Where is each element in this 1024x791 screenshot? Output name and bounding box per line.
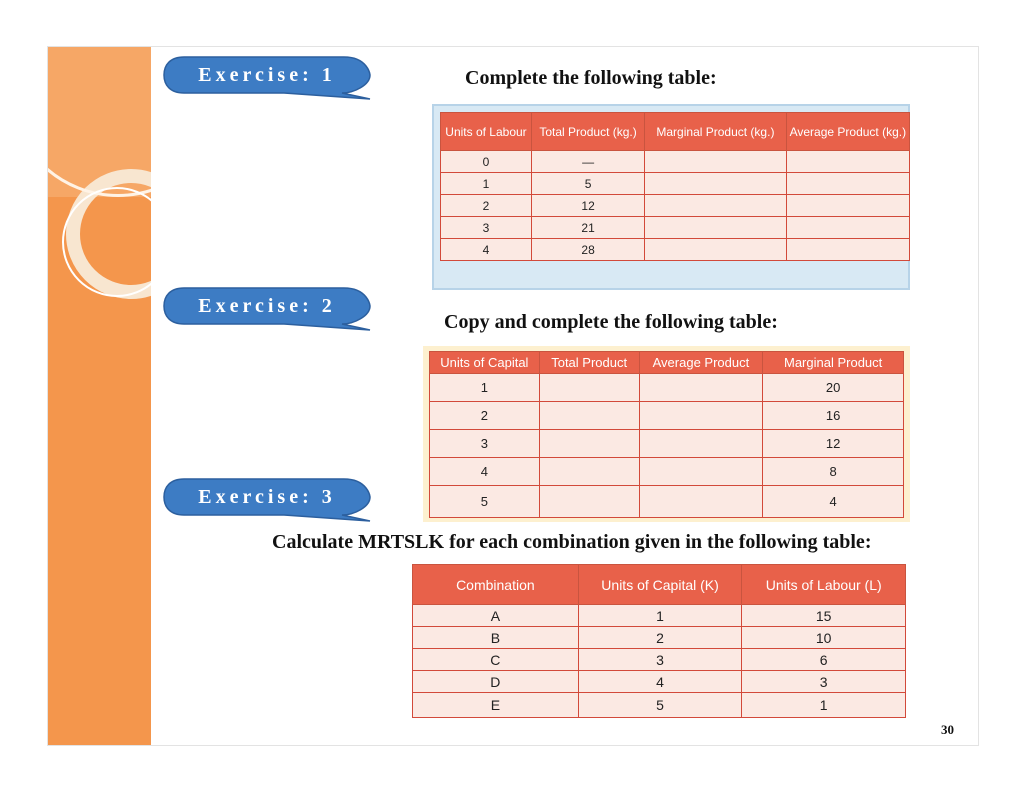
table-cell — [539, 402, 639, 430]
sidebar-decoration — [48, 47, 151, 746]
table-cell: 3 — [441, 217, 532, 239]
exercise-1-table-frame — [432, 104, 910, 290]
table-cell — [639, 486, 763, 518]
table-cell — [639, 374, 763, 402]
table-header: Total Product — [539, 352, 639, 374]
exercise-3-table — [412, 564, 906, 718]
table-cell: 12 — [531, 195, 644, 217]
table-cell: 1 — [441, 173, 532, 195]
table-cell: C — [413, 649, 579, 671]
table-cell: 10 — [742, 627, 906, 649]
exercise-2-table-frame — [423, 346, 910, 522]
table-row — [413, 671, 906, 693]
table-row — [413, 605, 906, 627]
table-cell — [639, 458, 763, 486]
table-row — [430, 402, 904, 430]
table-header: Total Product (kg.) — [531, 113, 644, 151]
table-cell: 28 — [531, 239, 644, 261]
table-cell — [539, 374, 639, 402]
table-cell: 1 — [742, 693, 906, 718]
slide — [47, 46, 979, 746]
table-header: Units of Capital (K) — [578, 565, 742, 605]
table-header: Marginal Product (kg.) — [645, 113, 787, 151]
table-cell — [639, 402, 763, 430]
table-row — [413, 693, 906, 718]
table-cell: 0 — [441, 151, 532, 173]
table-cell: E — [413, 693, 579, 718]
table-cell: 8 — [763, 458, 904, 486]
table-row — [430, 458, 904, 486]
exercise-1-heading: Complete the following table: — [465, 67, 717, 89]
exercise-2-label-text: Exercise: 2 — [198, 295, 336, 317]
table-cell — [645, 195, 787, 217]
table-cell: 3 — [578, 649, 742, 671]
table-row — [441, 173, 910, 195]
table-cell: — — [531, 151, 644, 173]
exercise-3-heading: Calculate MRTSLK for each combination given in the following table: — [272, 531, 872, 553]
table-cell — [786, 173, 909, 195]
table-row — [430, 374, 904, 402]
table-cell: 4 — [441, 239, 532, 261]
table-cell — [639, 430, 763, 458]
table-cell — [645, 151, 787, 173]
table-cell: 5 — [531, 173, 644, 195]
table-cell — [539, 430, 639, 458]
table-cell: 12 — [763, 430, 904, 458]
table-row — [441, 217, 910, 239]
table-cell: 16 — [763, 402, 904, 430]
table-cell — [786, 239, 909, 261]
exercise-2-label — [164, 286, 414, 326]
table-row — [413, 649, 906, 671]
table-cell: 4 — [578, 671, 742, 693]
exercise-1-label — [164, 55, 414, 95]
table-row — [430, 430, 904, 458]
table-cell: D — [413, 671, 579, 693]
table-header: Units of Capital — [430, 352, 540, 374]
exercise-3-label-text: Exercise: 3 — [198, 486, 336, 508]
table-row — [441, 195, 910, 217]
table-cell: 2 — [441, 195, 532, 217]
table-row — [441, 151, 910, 173]
table-cell: 1 — [430, 374, 540, 402]
table-cell: A — [413, 605, 579, 627]
table-cell: 2 — [578, 627, 742, 649]
ring-decoration — [48, 47, 151, 197]
table-cell: 4 — [430, 458, 540, 486]
table-header: Average Product — [639, 352, 763, 374]
table-header: Marginal Product — [763, 352, 904, 374]
table-cell — [645, 217, 787, 239]
table-header: Average Product (kg.) — [786, 113, 909, 151]
exercise-2-table — [429, 351, 904, 518]
table-cell: 15 — [742, 605, 906, 627]
table-cell: 3 — [742, 671, 906, 693]
table-header: Combination — [413, 565, 579, 605]
table-cell — [539, 486, 639, 518]
table-cell — [786, 195, 909, 217]
table-cell: 21 — [531, 217, 644, 239]
table-row — [430, 486, 904, 518]
exercise-3-label — [164, 477, 414, 517]
table-cell: 5 — [578, 693, 742, 718]
exercise-1-table — [440, 112, 910, 261]
table-cell: 6 — [742, 649, 906, 671]
table-cell: 20 — [763, 374, 904, 402]
table-cell: 1 — [578, 605, 742, 627]
table-cell: 4 — [763, 486, 904, 518]
table-cell: B — [413, 627, 579, 649]
table-header: Units of Labour — [441, 113, 532, 151]
table-row — [413, 627, 906, 649]
table-cell: 5 — [430, 486, 540, 518]
table-cell — [645, 239, 787, 261]
table-cell: 2 — [430, 402, 540, 430]
table-row — [441, 239, 910, 261]
table-cell — [786, 217, 909, 239]
table-cell — [786, 151, 909, 173]
page-number: 30 — [941, 722, 954, 737]
table-cell — [539, 458, 639, 486]
table-header: Units of Labour (L) — [742, 565, 906, 605]
table-cell — [645, 173, 787, 195]
exercise-1-label-text: Exercise: 1 — [198, 64, 336, 86]
exercise-2-heading: Copy and complete the following table: — [444, 311, 778, 333]
table-cell: 3 — [430, 430, 540, 458]
